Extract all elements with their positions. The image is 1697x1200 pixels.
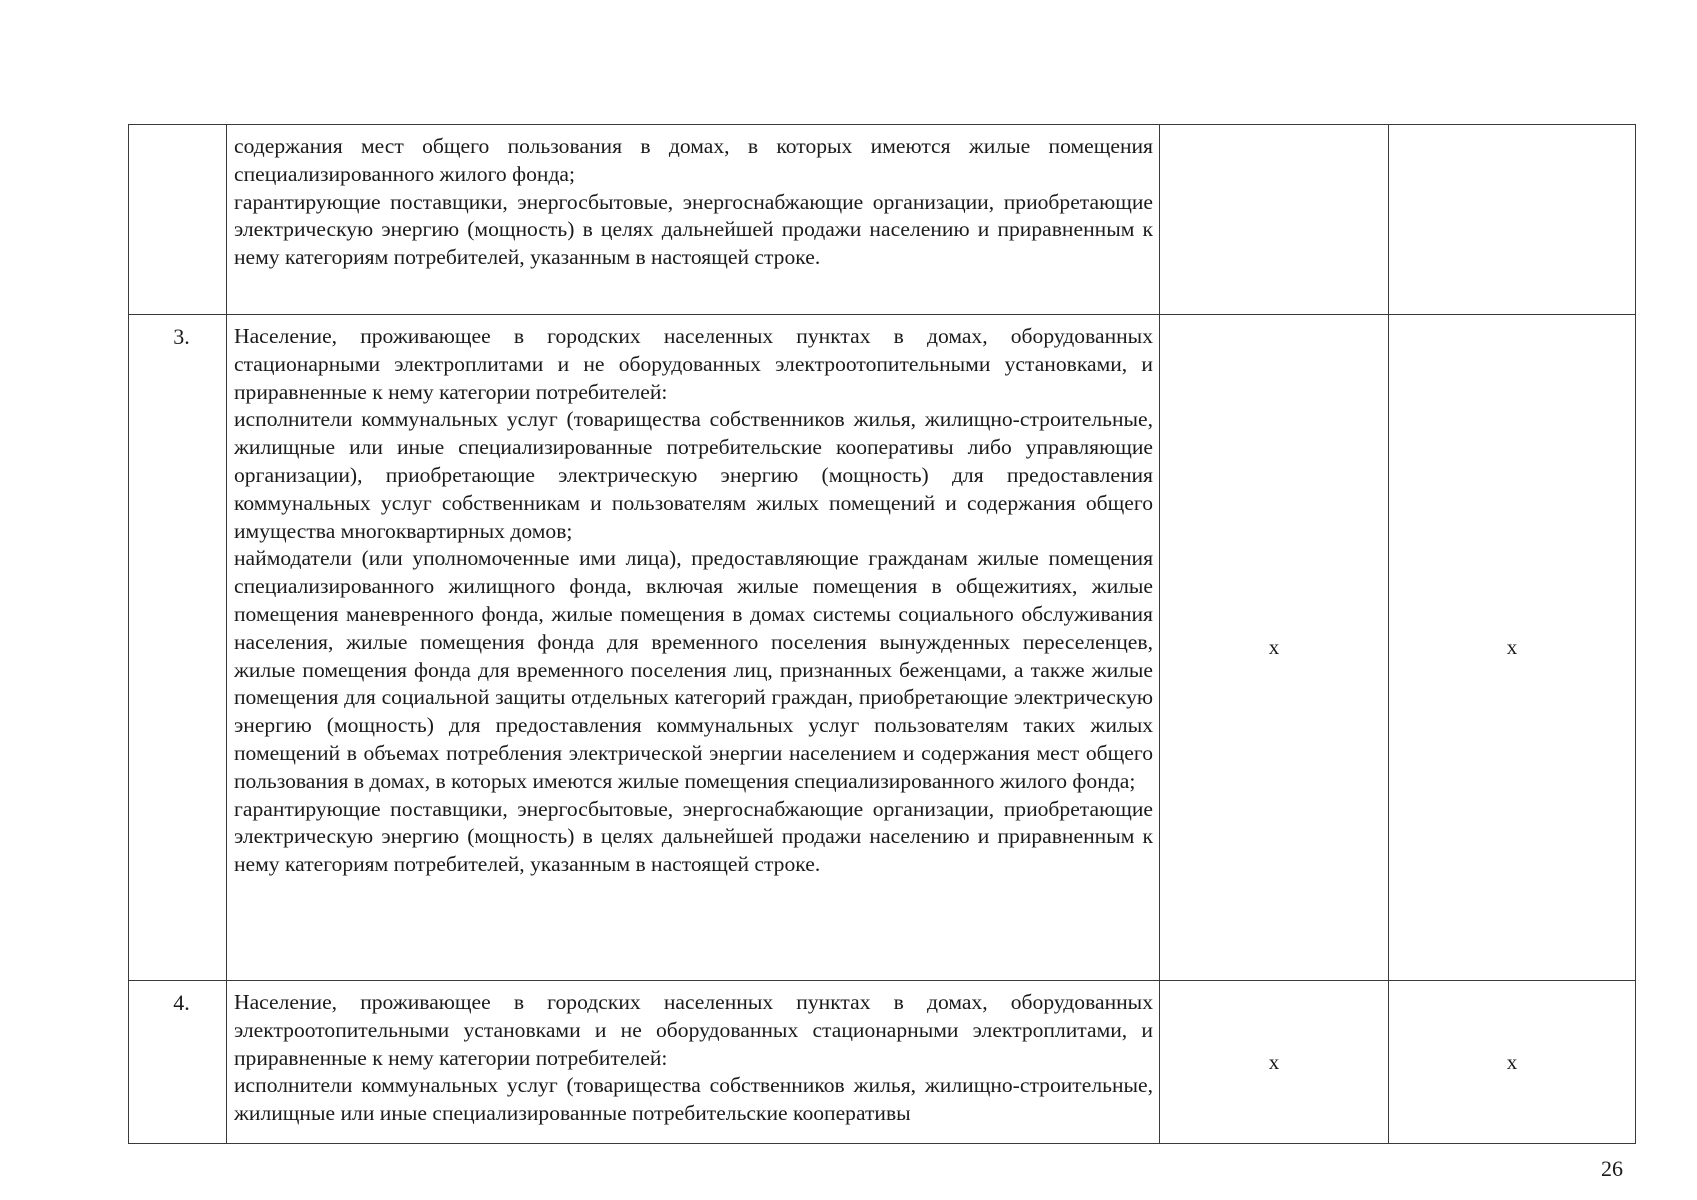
table-row	[129, 125, 1636, 315]
value-cell-2: х	[1389, 315, 1636, 981]
value-cell-2: х	[1389, 981, 1636, 1144]
tariff-table	[128, 124, 1636, 1144]
row-number: 4.	[129, 981, 227, 1144]
row-number: 3.	[129, 315, 227, 981]
value-cell-2	[1389, 125, 1636, 315]
table-row	[129, 981, 1636, 1144]
page-number: 26	[1601, 1156, 1623, 1181]
value-cell-1	[1160, 125, 1389, 315]
description-paragraph: Население, проживающее в городских населенных пунктах в домах, оборудованных стационарными электроплитами и не оборудованных электроотопительными установками, и приравненные к нему категории потребителей:	[234, 324, 1153, 404]
value-cell-1: х	[1160, 981, 1389, 1144]
description-paragraph: гарантирующие поставщики, энергосбытовые, энергоснабжающие организации, приобретающие электрическую энергию (мощность) в целях дальнейшей продажи населению и приравненным к нему категориям потребителей, указанным в настоящей строке.	[234, 796, 1153, 877]
description-paragraph: исполнители коммунальных услуг (товарищества собственников жилья, жилищно-строительные, жилищные или иные специализированные потребительские кооперативы либо управляющие организации), приобретающие электрическую энергию (мощность) для предоставления коммунальных услуг собственникам и пользователям жилых помещений и содержания общего имущества многоквартирных домов;	[234, 407, 1153, 543]
description-paragraph: наймодатели (или уполномоченные ими лица), предоставляющие гражданам жилые помещения специализированного жилищного фонда, включая жилые помещения в общежитиях, жилые помещения маневренного фонда, жилые помещения в домах системы социального обслуживания населения, жилые помещения фонда для временного поселения вынужденных переселенцев, жилые помещения фонда для временного поселения лиц, признанных беженцами, а также жилые помещения для социальной защиты отдельных категорий граждан, приобретающие электрическую энергию (мощность) для предоставления коммунальных услуг пользователям таких жилых помещений в объемах потребления электрической энергии населением и содержания мест общего пользования в домах, в которых имеются жилые помещения специализированного жилого фонда;	[234, 546, 1153, 793]
value-cell-1: х	[1160, 315, 1389, 981]
description-paragraph: содержания мест общего пользования в домах, в которых имеются жилые помещения специализированного жилого фонда;	[234, 134, 1153, 186]
description-paragraph: Население, проживающее в городских населенных пунктах в домах, оборудованных электроотопительными установками и не оборудованных стационарными электроплитами, и приравненные к нему категории потребителей:	[234, 990, 1153, 1070]
description-paragraph: исполнители коммунальных услуг (товарищества собственников жилья, жилищно-строительные, жилищные или иные специализированные потребительские кооперативы	[234, 1073, 1153, 1126]
row-description	[227, 981, 1160, 1144]
description-paragraph: гарантирующие поставщики, энергосбытовые, энергоснабжающие организации, приобретающие электрическую энергию (мощность) в целях дальнейшей продажи населению и приравненным к нему категориям потребителей, указанным в настоящей строке.	[234, 189, 1153, 270]
row-description	[227, 315, 1160, 981]
row-description	[227, 125, 1160, 315]
table-row	[129, 315, 1636, 981]
row-number	[129, 125, 227, 315]
